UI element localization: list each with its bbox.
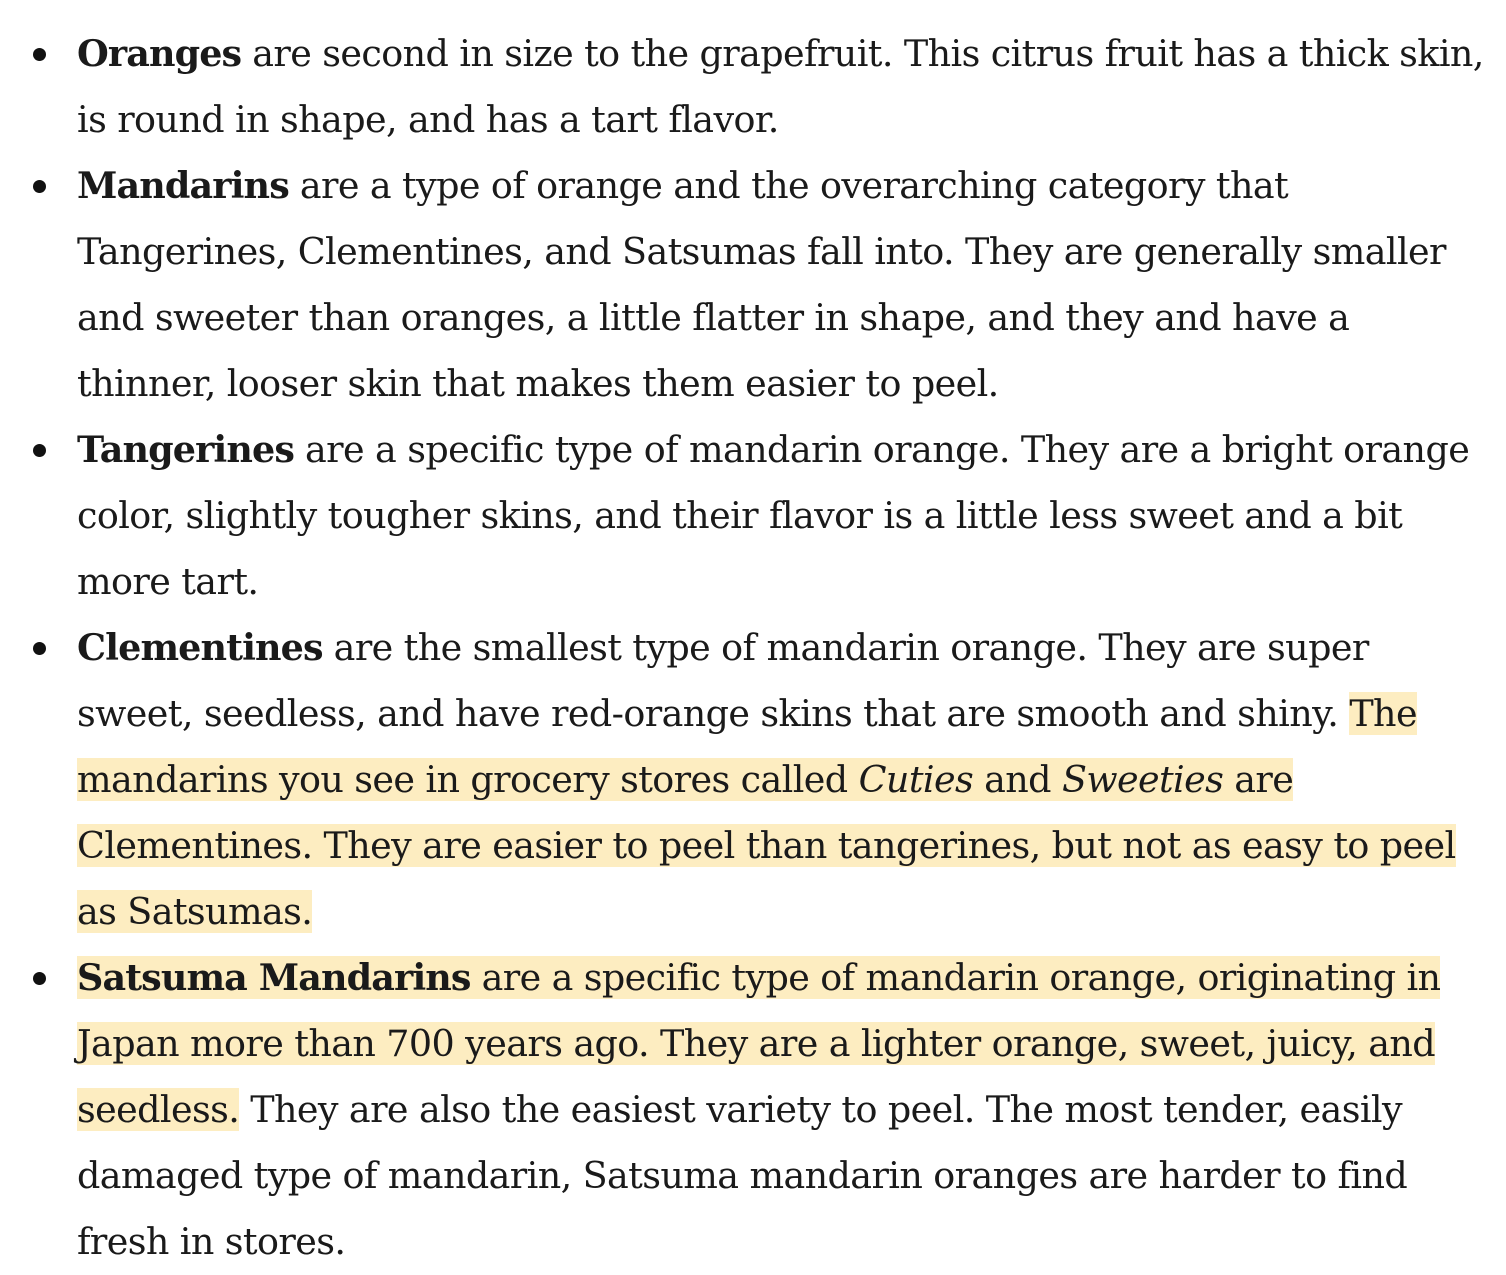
term-satsuma-mandarins: Satsuma Mandarins: [77, 956, 471, 999]
bullet-icon: [33, 972, 46, 985]
list-item-satsuma-mandarins: [77, 945, 1490, 1275]
citrus-list: [0, 21, 1490, 1275]
bullet-icon: [33, 180, 46, 193]
term-clementines: Clementines: [77, 626, 323, 669]
brand-cuties: Cuties: [858, 758, 974, 801]
highlight-part: and: [973, 758, 1062, 801]
list-item-oranges: [77, 21, 1490, 153]
brand-sweeties: Sweeties: [1061, 758, 1224, 801]
list-item-clementines: [77, 615, 1490, 945]
list-item-mandarins: [77, 153, 1490, 417]
description-oranges: are second in size to the grapefruit. This citrus fruit has a thick skin, is round in shape, and has a tart flavor.: [77, 32, 1484, 141]
bullet-icon: [33, 444, 46, 457]
term-tangerines: Tangerines: [77, 428, 295, 471]
description-satsuma-mandarins: They are also the easiest variety to peel. The most tender, easily damaged type of mandarin, Satsuma mandarin oranges are harder to find fresh in stores.: [77, 1088, 1408, 1263]
description-clementines: are the smallest type of mandarin orange. They are super sweet, seedless, and have red-orange skins that are smooth and shiny.: [77, 626, 1369, 735]
description-tangerines: are a specific type of mandarin orange. They are a bright orange color, slightly tougher skins, and their flavor is a little less sweet and a bit more tart.: [77, 428, 1470, 603]
term-mandarins: Mandarins: [77, 164, 289, 207]
highlight-part: are a specific type of mandarin orange, originating in Japan more than 700 years ago. They are a lighter orange, sweet, juicy, and seedless.: [77, 956, 1441, 1131]
highlight-part: are Clementines. They are easier to peel than tangerines, but not as easy to peel as Satsumas.: [77, 758, 1456, 933]
article-content: [0, 21, 1490, 1275]
list-item-tangerines: [77, 417, 1490, 615]
description-mandarins: are a type of orange and the overarching category that Tangerines, Clementines, and Satsumas fall into. They are generally smaller and sweeter than oranges, a little flatter in shape, and they and have a thinner, looser skin that makes them easier to peel.: [77, 164, 1446, 405]
term-oranges: Oranges: [77, 32, 242, 75]
bullet-icon: [33, 642, 46, 655]
bullet-icon: [33, 48, 46, 61]
highlight-part: The mandarins you see in grocery stores called: [77, 692, 1417, 801]
